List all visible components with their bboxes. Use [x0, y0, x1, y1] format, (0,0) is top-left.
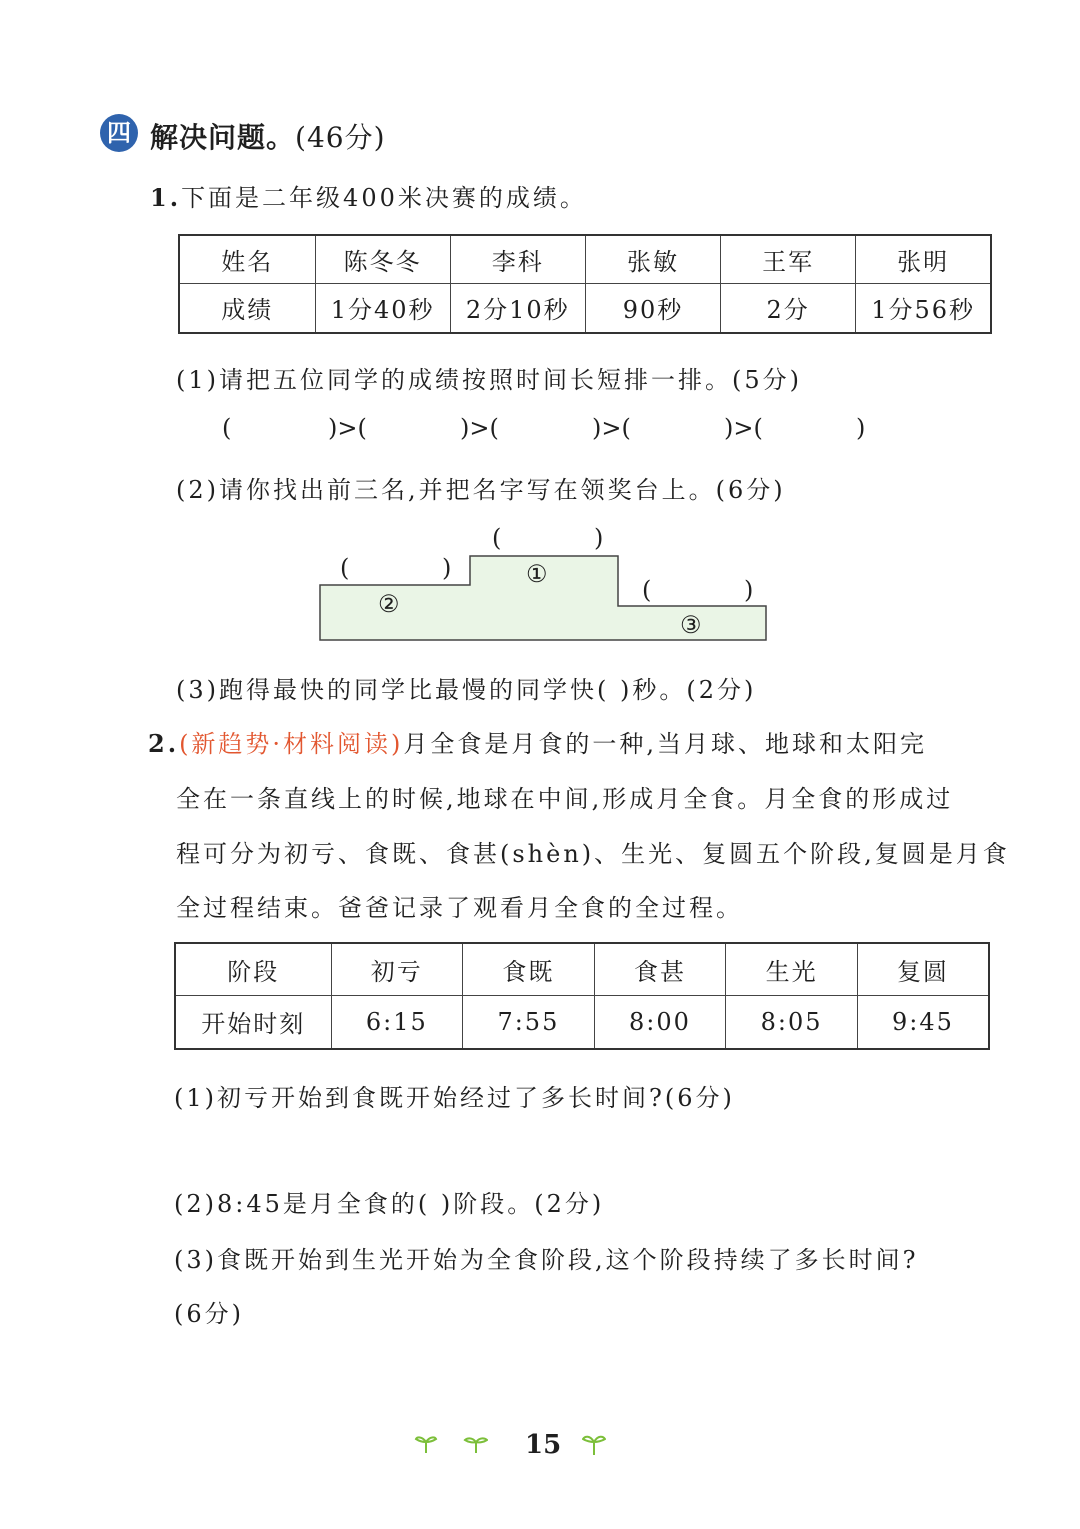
score-cell: 2分10秒: [450, 283, 585, 333]
table-row: [175, 995, 989, 1049]
q2-line1-text: 月全食是月食的一种,当月球、地球和太阳完: [403, 730, 928, 758]
table-header-cell: 姓名: [179, 235, 315, 283]
race-results-table: [178, 234, 992, 334]
third-place-close-paren[interactable]: ): [744, 576, 754, 604]
time-cell: 8:05: [726, 995, 858, 1049]
third-place-open-paren[interactable]: (: [642, 576, 652, 604]
stage-cell: 食既: [463, 943, 595, 995]
q2-sub3: (3)食既开始到生光开始为全食阶段,这个阶段持续了多长时间?: [174, 1246, 919, 1274]
q1-sub2: (2)请你找出前三名,并把名字写在领奖台上。(6分): [176, 476, 786, 504]
q1-number: 1.: [150, 183, 182, 212]
answer-blank-sep[interactable]: )>(: [724, 414, 763, 442]
first-place-open-paren[interactable]: (: [492, 524, 502, 552]
score-cell: 90秒: [585, 283, 720, 333]
podium-diagram: [300, 518, 780, 648]
third-place-mark: ③: [680, 611, 702, 639]
stage-cell: 食甚: [594, 943, 726, 995]
time-cell: 8:00: [594, 995, 726, 1049]
stage-cell: 生光: [726, 943, 858, 995]
sprout-icon: [462, 1432, 488, 1454]
eclipse-stage-table: [174, 942, 990, 1050]
answer-blank-sep[interactable]: )>(: [460, 414, 499, 442]
name-cell: 张敏: [585, 235, 720, 283]
q2-sub3-score: (6分): [174, 1300, 244, 1328]
q1-prompt: [150, 178, 587, 213]
score-cell: 1分56秒: [856, 283, 991, 333]
q2-sub1: (1)初亏开始到食既开始经过了多长时间?(6分): [174, 1084, 735, 1112]
stage-cell: 复圆: [857, 943, 989, 995]
section-title: [150, 116, 386, 156]
table-header-cell: 阶段: [175, 943, 331, 995]
name-cell: 李科: [450, 235, 585, 283]
section-title-text: 解决问题。: [150, 121, 296, 154]
q1-sub3: (3)跑得最快的同学比最慢的同学快( )秒。(2分): [176, 676, 757, 704]
q2-line4: 全过程结束。爸爸记录了观看月全食的全过程。: [176, 894, 743, 922]
q2-number: 2.: [148, 729, 180, 758]
table-row: [179, 235, 991, 283]
answer-blank-sep[interactable]: )>(: [328, 414, 367, 442]
name-cell: 陈冬冬: [315, 235, 450, 283]
table-header-cell: 开始时刻: [175, 995, 331, 1049]
stage-cell: 初亏: [331, 943, 463, 995]
table-header-cell: 成绩: [179, 283, 315, 333]
q2-line2: 全在一条直线上的时候,地球在中间,形成月全食。月全食的形成过: [176, 785, 954, 813]
time-cell: 6:15: [331, 995, 463, 1049]
section-score: (46分): [295, 121, 386, 154]
score-cell: 2分: [721, 283, 856, 333]
second-place-close-paren[interactable]: ): [442, 554, 452, 582]
answer-blank-open[interactable]: (: [222, 414, 232, 442]
time-cell: 9:45: [857, 995, 989, 1049]
first-place-close-paren[interactable]: ): [594, 524, 604, 552]
answer-blank-close[interactable]: ): [856, 414, 866, 442]
time-cell: 7:55: [463, 995, 595, 1049]
q2-sub2: (2)8:45是月全食的( )阶段。(2分): [174, 1190, 605, 1218]
first-place-mark: ①: [526, 560, 548, 588]
q2-tag: (新趋势·材料阅读): [179, 730, 404, 758]
q1-sub1: (1)请把五位同学的成绩按照时间长短排一排。(5分): [176, 366, 802, 394]
sprout-icon: [582, 1432, 606, 1456]
answer-blank-sep[interactable]: )>(: [592, 414, 631, 442]
table-row: [179, 283, 991, 333]
name-cell: 王军: [721, 235, 856, 283]
table-row: [175, 943, 989, 995]
page-number: 15: [525, 1430, 562, 1460]
second-place-mark: ②: [378, 590, 400, 618]
q2-line3: 程可分为初亏、食既、食甚(shèn)、生光、复圆五个阶段,复圆是月食: [176, 840, 1010, 868]
sprout-icon: [414, 1432, 438, 1454]
name-cell: 张明: [856, 235, 991, 283]
score-cell: 1分40秒: [315, 283, 450, 333]
second-place-open-paren[interactable]: (: [340, 554, 350, 582]
section-number-badge: 四: [100, 114, 138, 152]
q2-line1: [148, 724, 927, 759]
q1-text: 下面是二年级400米决赛的成绩。: [181, 184, 587, 212]
